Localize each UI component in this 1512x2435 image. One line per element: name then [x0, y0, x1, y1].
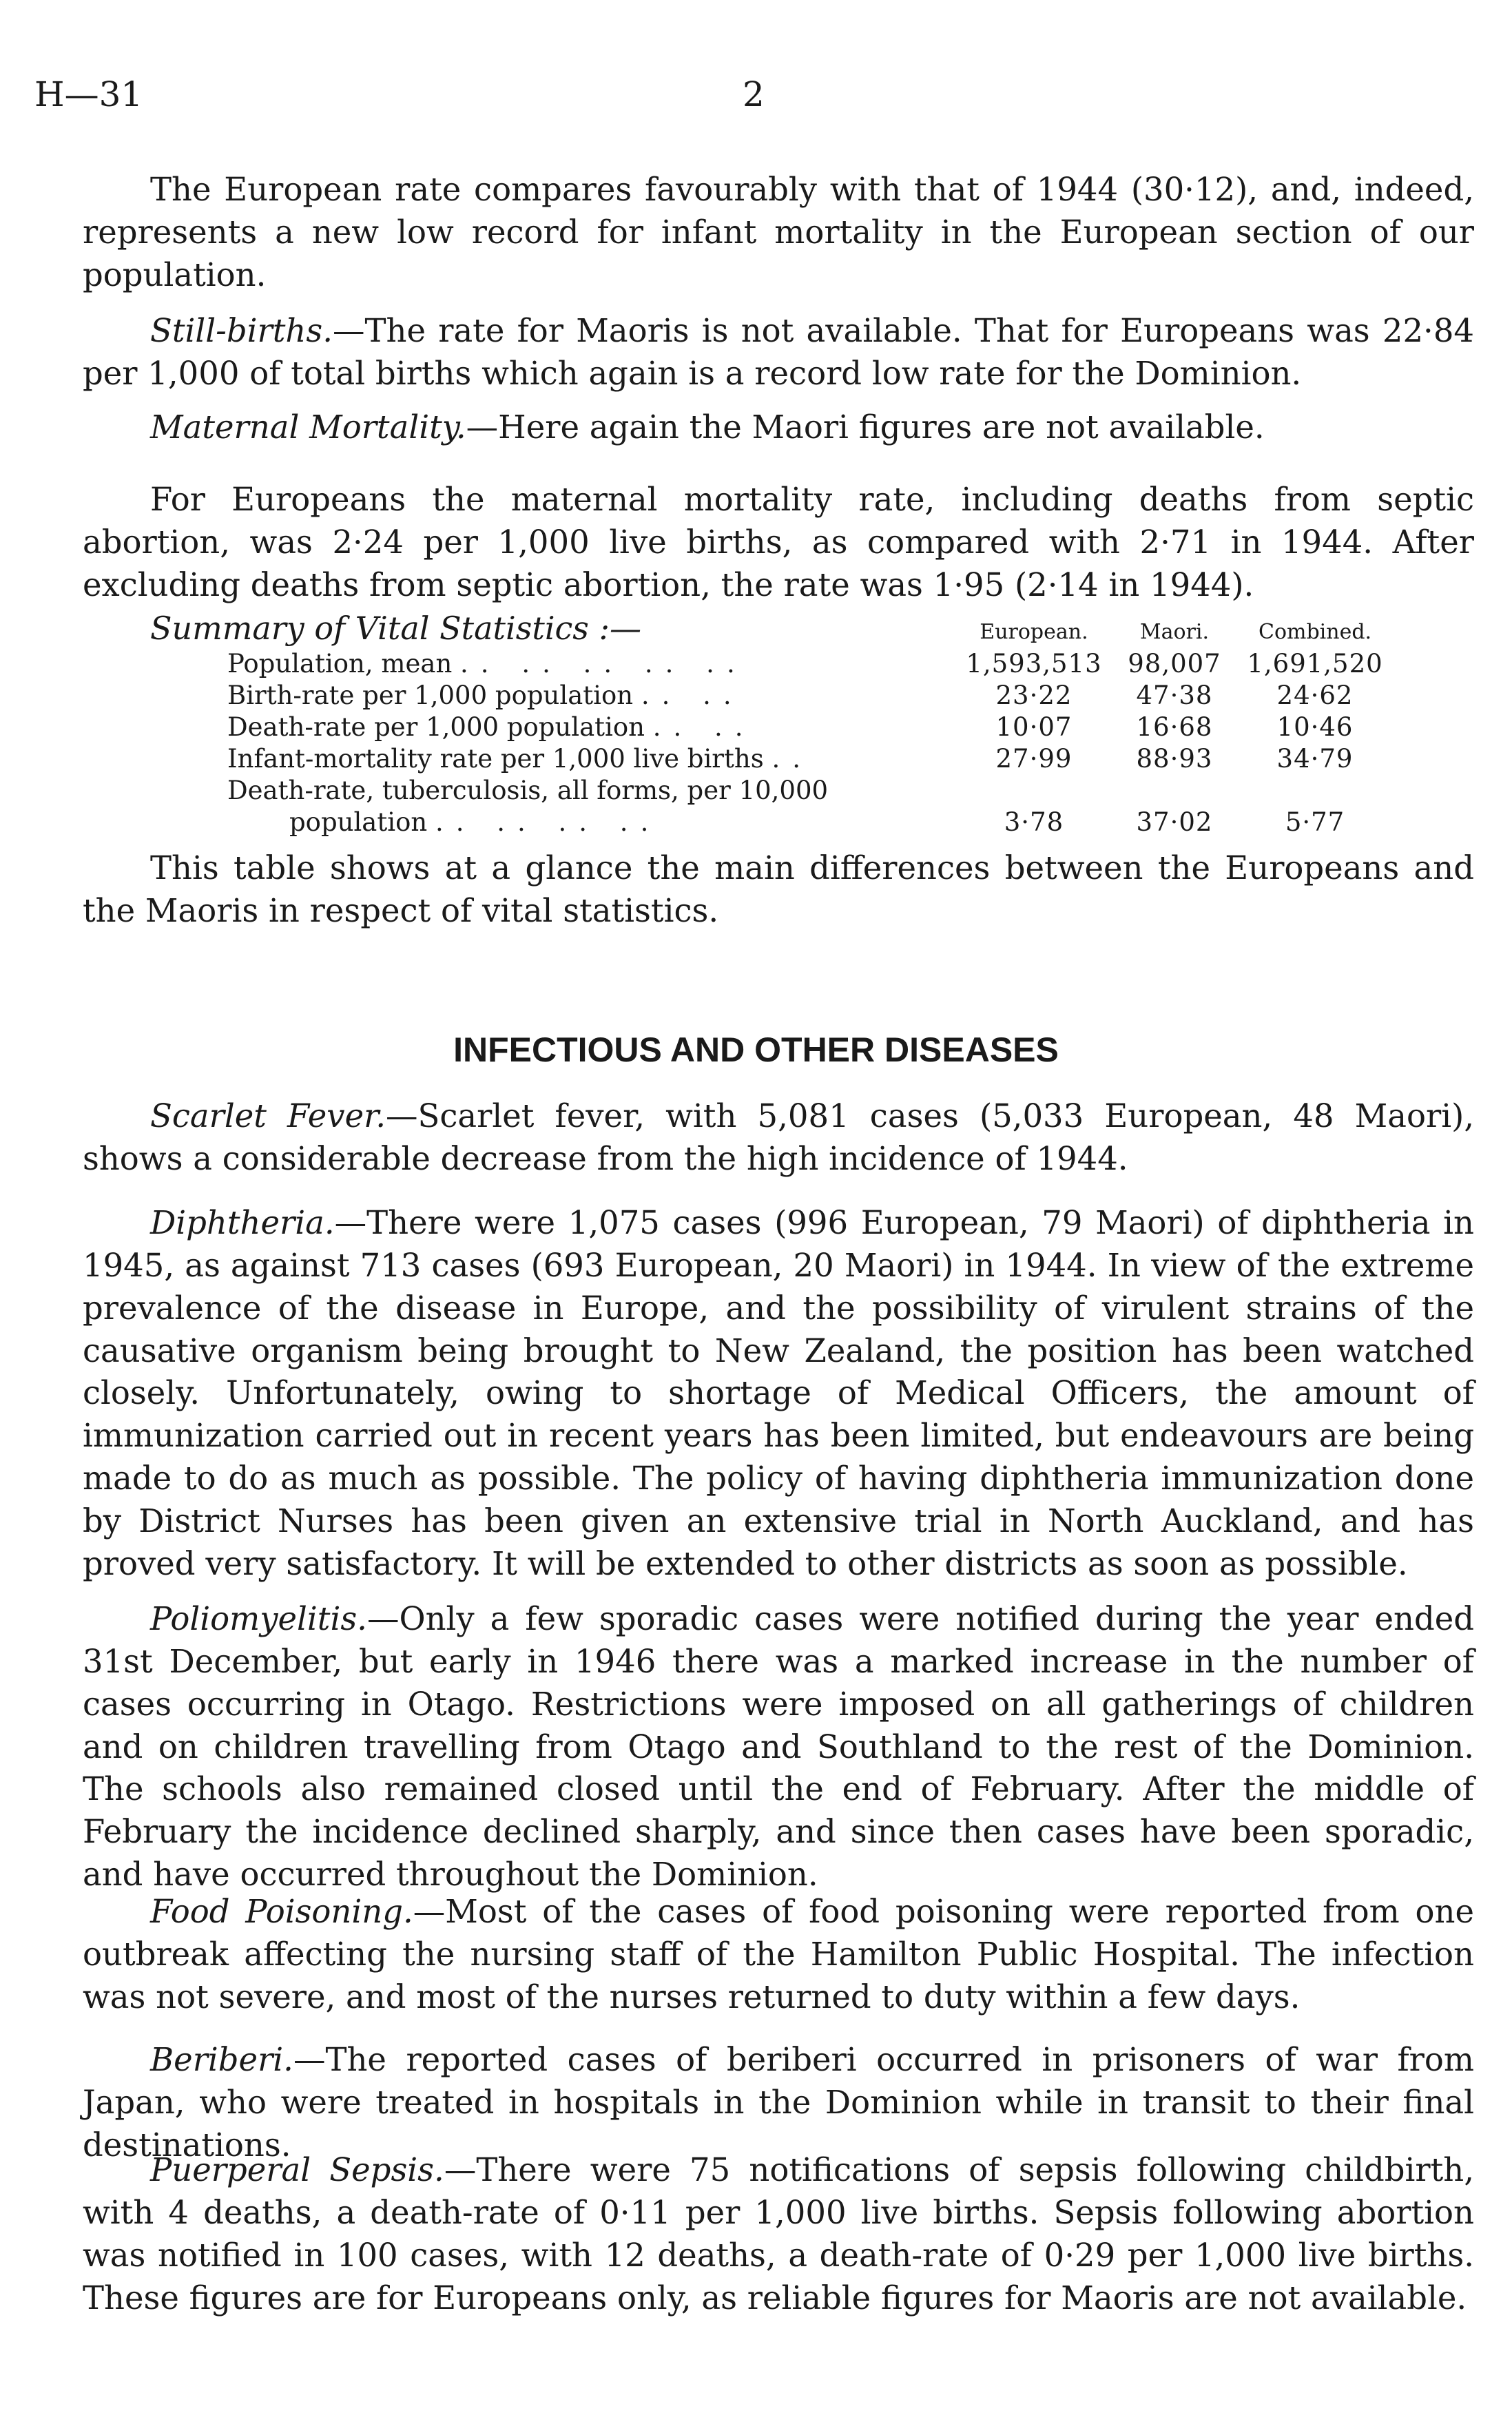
leader-dots: .. .. .. .. ..	[460, 649, 747, 678]
still-births-paragraph	[83, 310, 1474, 395]
puerperal-sepsis-text: —There were 75 notifications of sepsis following childbirth, with 4 deaths, a death-rate of 0·11 per 1,000 live births. Sepsis following abortion was notified in 100 cases, with 12 deaths, a death-rate of 0·29 per 1,000 live births. These figures are for Europeans only, as reliable figures for Maoris are not available.	[83, 2151, 1474, 2317]
table-row	[227, 743, 1398, 775]
cell-maori: 16·68	[1136, 712, 1213, 742]
cell-combined: 24·62	[1276, 681, 1354, 710]
maternal-mortality-paragraph	[83, 406, 1474, 449]
cell-european: 1,593,513	[966, 649, 1102, 678]
cell-combined: 1,691,520	[1247, 649, 1383, 678]
poliomyelitis-lead: Poliomyelitis.	[150, 1600, 367, 1637]
maternal-mortality-lead: Maternal Mortality.	[150, 408, 466, 446]
maternal-mortality-text: —Here again the Maori figures are not available.	[466, 408, 1265, 446]
poliomyelitis-paragraph	[83, 1598, 1474, 1896]
col-header-combined: Combined.	[1258, 620, 1372, 644]
row-label-continued: population	[289, 807, 428, 837]
col-header-maori: Maori.	[1139, 620, 1210, 644]
beriberi-text: —The reported cases of beriberi occurred in prisoners of war from Japan, who were treated in hospitals in the Dominion while in transit to their final destinations.	[83, 2041, 1474, 2164]
summary-table-title: Summary of Vital Statistics :—	[150, 610, 642, 647]
leader-dots: ..	[771, 744, 813, 774]
cell-combined: 34·79	[1276, 744, 1354, 774]
scarlet-fever-lead: Scarlet Fever.	[150, 1097, 386, 1134]
vital-statistics-table	[227, 620, 1398, 838]
food-poisoning-text: —Most of the cases of food poisoning were reported from one outbreak affecting the nursing staff of the Hamilton Public Hospital. The infection was not severe, and most of the nurses returned to duty within a few days.	[83, 1893, 1474, 2016]
cell-maori: 37·02	[1136, 807, 1213, 837]
table-row	[227, 775, 1398, 807]
cell-european: 3·78	[1004, 807, 1064, 837]
table-summary-paragraph: This table shows at a glance the main differences between the Europeans and the Maoris in respect of vital statistics.	[83, 849, 1474, 929]
table-row	[227, 680, 1398, 712]
table-header-row	[227, 620, 1398, 648]
still-births-text: —The rate for Maoris is not available. That for Europeans was 22·84 per 1,000 of total births which again is a record low rate for the Dominion.	[83, 312, 1474, 392]
beriberi-paragraph	[83, 2039, 1474, 2167]
cell-european: 27·99	[995, 744, 1073, 774]
cell-combined: 10·46	[1276, 712, 1354, 742]
scarlet-fever-text: —Scarlet fever, with 5,081 cases (5,033 European, 48 Maori), shows a considerable decrease from the high incidence of 1944.	[83, 1097, 1474, 1177]
report-code: H—31	[34, 74, 143, 114]
cell-european: 10·07	[995, 712, 1073, 742]
diphtheria-paragraph	[83, 1202, 1474, 1586]
food-poisoning-paragraph	[83, 1891, 1474, 2019]
leader-dots: .. .. .. ..	[435, 807, 661, 837]
section-heading: INFECTIOUS AND OTHER DISEASES	[453, 1030, 1059, 1069]
row-label: Death-rate, tuberculosis, all forms, per 10,000	[227, 776, 829, 805]
scarlet-fever-paragraph	[83, 1095, 1474, 1181]
puerperal-sepsis-paragraph	[83, 2149, 1474, 2319]
poliomyelitis-text: —Only a few sporadic cases were notified during the year ended 31st December, but early in 1946 there was a marked increase in the number of cases occurring in Otago. Restrictions were imposed on all gatherings of children and on children travelling from Otago and Southland to the rest of the Dominion. The schools also remained closed until the end of February. After the middle of February the incidence declined sharply, and since then cases have been sporadic, and have occurred throughout the Dominion.	[83, 1600, 1474, 1894]
leader-dots: .. ..	[652, 712, 756, 742]
diphtheria-lead: Diphtheria.	[150, 1204, 335, 1241]
row-label: Birth-rate per 1,000 population	[227, 681, 634, 710]
cell-maori: 47·38	[1136, 681, 1213, 710]
cell-combined: 5·77	[1285, 807, 1345, 837]
leader-dots: .. ..	[641, 681, 744, 710]
row-label: Death-rate per 1,000 population	[227, 712, 645, 742]
cell-european: 23·22	[995, 681, 1073, 710]
beriberi-lead: Beriberi.	[150, 2041, 293, 2078]
table-row	[227, 648, 1398, 680]
maternal-rate-paragraph: For Europeans the maternal mortality rate, including deaths from septic abortion, was 2·24 per 1,000 live births, as compared with 2·71 in 1944. After excluding deaths from septic abortion, the rate was 1·95 (2·14 in 1944).	[83, 481, 1474, 603]
page-number: 2	[743, 74, 765, 114]
food-poisoning-lead: Food Poisoning.	[150, 1893, 413, 1930]
intro-paragraph-infant-rate: The European rate compares favourably with that of 1944 (30·12), and, indeed, represents a new low record for infant mortality in the European section of our population.	[83, 171, 1474, 293]
cell-maori: 88·93	[1136, 744, 1213, 774]
table-row	[227, 712, 1398, 743]
still-births-lead: Still-births.	[150, 312, 333, 349]
row-label: Infant-mortality rate per 1,000 live births	[227, 744, 764, 774]
puerperal-sepsis-lead: Puerperal Sepsis.	[150, 2151, 444, 2188]
col-header-european: European.	[980, 620, 1088, 644]
row-label: Population, mean	[227, 649, 453, 678]
table-row-continuation	[227, 807, 1398, 838]
cell-maori: 98,007	[1128, 649, 1221, 678]
diphtheria-text: —There were 1,075 cases (996 European, 79 Maori) of diphtheria in 1945, as against 713 cases (693 European, 20 Maori) in 1944. In view of the extreme prevalence of the disease in Europe, and the possibility of virulent strains of the causative organism being brought to New Zealand, the position has been watched closely. Unfortunately, owing to shortage of Medical Officers, the amount of immunization carried out in recent years has been limited, but endeavours are being made to do as much as possible. The policy of having diphtheria immunization done by District Nurses has been given an extensive trial in North Auckland, and has proved very satisfactory. It will be extended to other districts as soon as possible.	[83, 1204, 1474, 1582]
